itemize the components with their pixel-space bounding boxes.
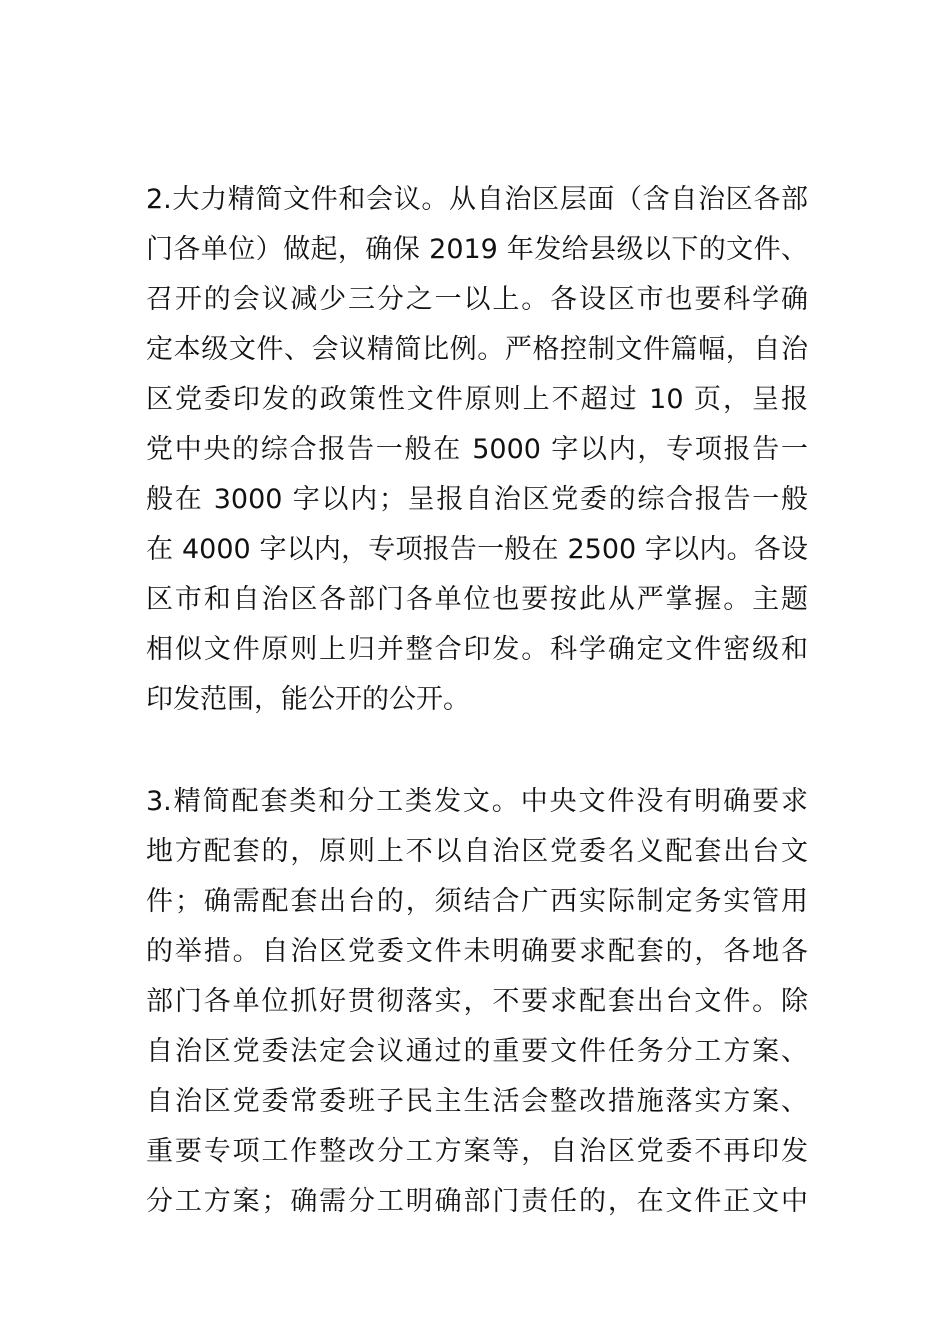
- text-line: 重要专项工作整改分工方案等，自治区党委不再印发: [146, 1136, 808, 1167]
- text-line: 区市和自治区各部门各单位也要按此从严掌握。主题: [146, 584, 808, 615]
- text-line: 3.精简配套类和分工类发文。中央文件没有明确要求: [146, 786, 808, 817]
- text-line: 地方配套的，原则上不以自治区党委名义配套出台文: [146, 836, 808, 867]
- text-line: 印发范围，能公开的公开。: [146, 684, 470, 715]
- text-line: 相似文件原则上归并整合印发。科学确定文件密级和: [146, 634, 808, 665]
- paragraph-3-simplify-supporting-documents: [146, 777, 808, 1227]
- text-line: 定本级文件、会议精简比例。严格控制文件篇幅，自治: [146, 334, 808, 365]
- text-line: 的举措。自治区党委文件未明确要求配套的，各地各: [146, 936, 808, 967]
- text-line: 召开的会议减少三分之一以上。各设区市也要科学确: [146, 284, 808, 315]
- text-line: 区党委印发的政策性文件原则上不超过 10 页，呈报: [146, 384, 808, 415]
- text-line: 部门各单位抓好贯彻落实，不要求配套出台文件。除: [146, 986, 808, 1017]
- text-line: 分工方案；确需分工明确部门责任的，在文件正文中: [146, 1186, 808, 1217]
- text-line: 件；确需配套出台的，须结合广西实际制定务实管用: [146, 886, 808, 917]
- text-line: 2.大力精简文件和会议。从自治区层面（含自治区各部: [146, 184, 808, 215]
- text-line: 党中央的综合报告一般在 5000 字以内，专项报告一: [146, 434, 808, 465]
- text-line: 在 4000 字以内，专项报告一般在 2500 字以内。各设: [146, 534, 808, 565]
- text-line: 般在 3000 字以内；呈报自治区党委的综合报告一般: [146, 484, 808, 515]
- text-line: 自治区党委法定会议通过的重要文件任务分工方案、: [146, 1036, 808, 1067]
- text-line: 自治区党委常委班子民主生活会整改措施落实方案、: [146, 1086, 808, 1117]
- text-line: 门各单位）做起，确保 2019 年发给县级以下的文件、: [146, 234, 808, 265]
- paragraph-2-simplify-documents-meetings: [146, 175, 808, 725]
